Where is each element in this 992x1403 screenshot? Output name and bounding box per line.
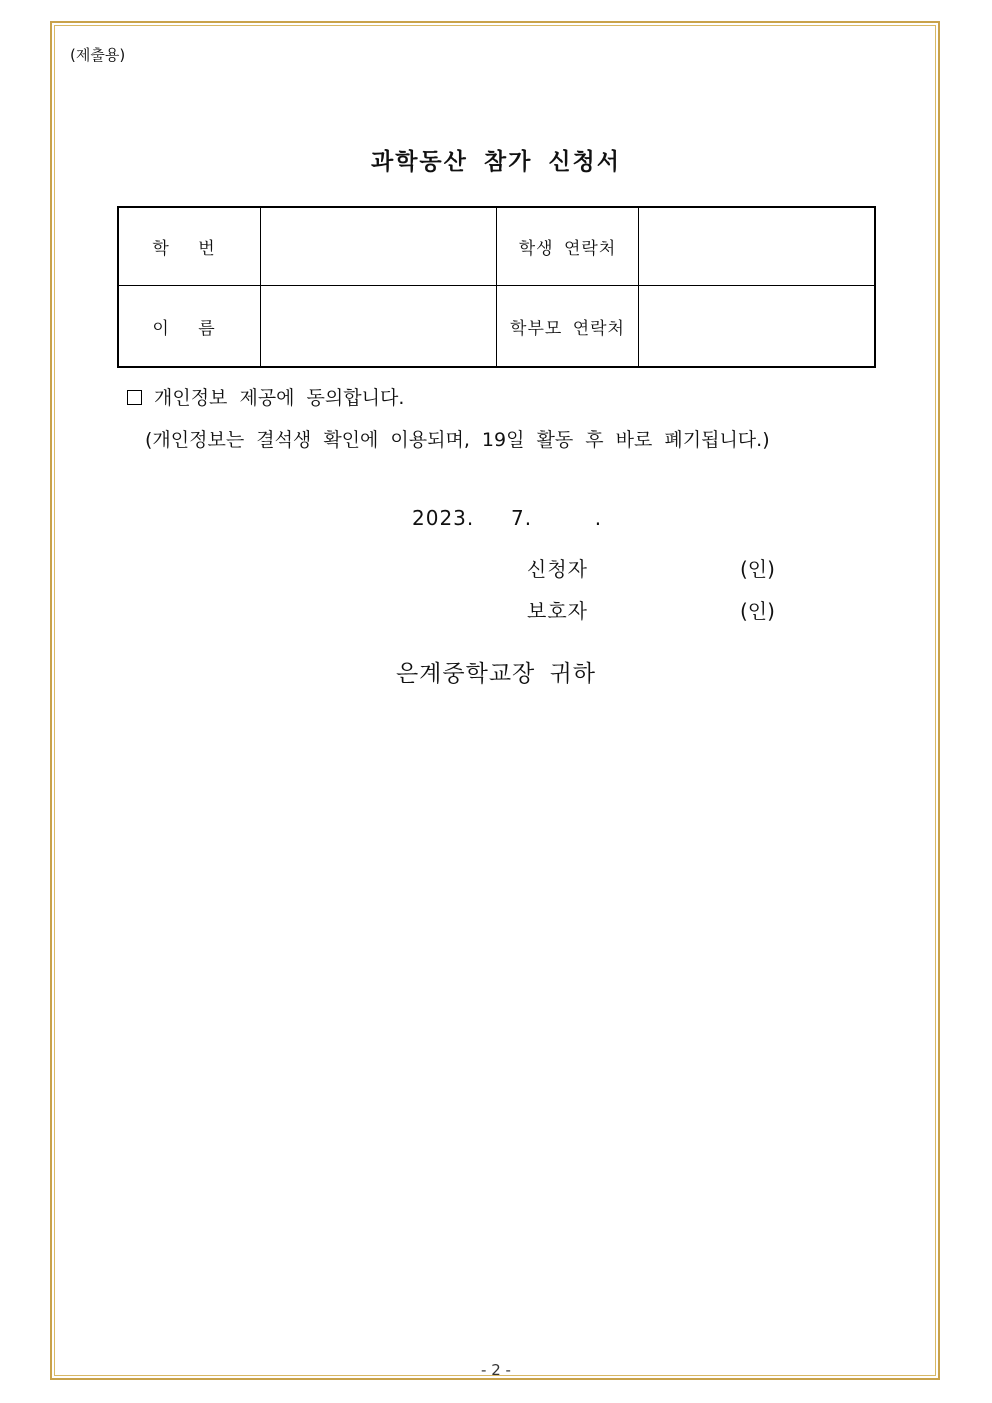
date-year: 2023. (412, 506, 475, 530)
application-date (412, 506, 602, 530)
addressee: 은계중학교장 귀하 (395, 661, 597, 687)
page-number: - 2 - (481, 1361, 511, 1379)
consent-text: 개인정보 제공에 동의합니다. (154, 387, 405, 409)
consent-line (127, 383, 404, 410)
date-month: 7. (510, 506, 533, 530)
student-contact-field[interactable] (639, 207, 876, 286)
consent-checkbox[interactable] (127, 390, 142, 405)
parent-contact-field[interactable] (639, 286, 876, 368)
application-table (117, 206, 876, 368)
name-field[interactable] (261, 286, 497, 368)
student-id-field[interactable] (261, 207, 497, 286)
guardian-label: 보호자 (527, 599, 588, 623)
student-id-label: 학 번 (118, 207, 261, 286)
parent-contact-label: 학부모 연락처 (497, 286, 639, 368)
table-row (118, 207, 875, 286)
table-row (118, 286, 875, 368)
applicant-label: 신청자 (527, 557, 588, 581)
applicant-seal: (인) (740, 557, 775, 581)
guardian-seal: (인) (740, 599, 775, 623)
consent-note: (개인정보는 결석생 확인에 이용되며, 19일 활동 후 바로 폐기됩니다.) (145, 429, 770, 451)
student-contact-label: 학생 연락처 (497, 207, 639, 286)
submission-tag: (제출용) (70, 46, 126, 64)
name-label: 이 름 (118, 286, 261, 368)
date-day: . (594, 506, 603, 530)
page-title: 과학동산 참가 신청서 (371, 149, 621, 175)
